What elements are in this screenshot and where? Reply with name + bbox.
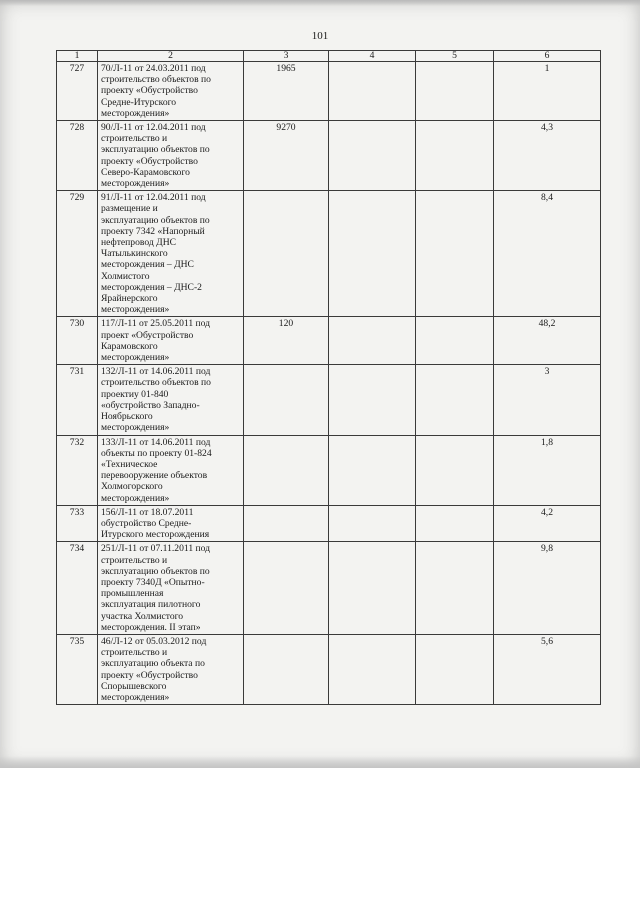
lease-description: 132/Л-11 от 14.06.2011 под строительство объектов по проектиу 01-840 «обустройство Западно- Ноябрьского месторождения» [98,365,244,435]
col3-value: 120 [244,317,329,365]
lease-description: 91/Л-11 от 12.04.2011 под размещение и эксплуатацию объектов по проекту 7342 «Напорный нефтепровод ДНС Чатылькинского месторождения – ДНС Холмистого месторождения – ДНС-2 Ярайнерского месторождения» [98,191,244,317]
lease-description: 46/Л-12 от 05.03.2012 под строительство и эксплуатацию объекта по проекту «Обустройство Спорышевского месторождения» [98,634,244,704]
lease-description: 156/Л-11 от 18.07.2011 обустройство Средне- Итурского месторождения [98,505,244,542]
col6-value: 48,2 [494,317,601,365]
col6-value: 4,2 [494,505,601,542]
lease-description: 133/Л-11 от 14.06.2011 под объекты по проекту 01-824 «Техническое перевооружение объектов Холмогорского месторождения» [98,435,244,505]
col5-value [416,191,494,317]
table-row [57,435,601,505]
col6-value: 3 [494,365,601,435]
col3-value [244,435,329,505]
col3-value [244,191,329,317]
col6-value: 4,3 [494,121,601,191]
lease-description: 90/Л-11 от 12.04.2011 под строительство и эксплуатацию объектов по проекту «Обустройство Северо-Карамовского месторождения» [98,121,244,191]
col6-value: 1,8 [494,435,601,505]
table-row [57,62,601,121]
row-number: 730 [57,317,98,365]
col4-value [329,191,416,317]
col5-value [416,365,494,435]
table-row [57,505,601,542]
col5-value [416,634,494,704]
page-number: 101 [311,30,329,42]
col3-value [244,542,329,635]
col4-value [329,435,416,505]
col5-value [416,121,494,191]
table-row [57,121,601,191]
table-row [57,365,601,435]
col6-value: 1 [494,62,601,121]
row-number: 733 [57,505,98,542]
column-header: 5 [416,51,494,62]
column-header: 1 [57,51,98,62]
lease-description: 117/Л-11 от 25.05.2011 под проект «Обустройство Карамовского месторождения» [98,317,244,365]
scan-top-edge [0,0,640,6]
col3-value: 9270 [244,121,329,191]
col3-value: 1965 [244,62,329,121]
column-header: 3 [244,51,329,62]
col3-value [244,634,329,704]
col4-value [329,317,416,365]
row-number: 734 [57,542,98,635]
row-number: 728 [57,121,98,191]
row-number: 731 [57,365,98,435]
col4-value [329,365,416,435]
col4-value [329,62,416,121]
col5-value [416,542,494,635]
registry-table [56,50,601,705]
col4-value [329,634,416,704]
table-row [57,317,601,365]
row-number: 732 [57,435,98,505]
column-header: 2 [98,51,244,62]
col5-value [416,317,494,365]
column-header: 6 [494,51,601,62]
row-number: 729 [57,191,98,317]
column-header: 4 [329,51,416,62]
lease-description: 70/Л-11 от 24.03.2011 под строительство объектов по проекту «Обустройство Средне-Итурского месторождения» [98,62,244,121]
col3-value [244,505,329,542]
col6-value: 8,4 [494,191,601,317]
col3-value [244,365,329,435]
col4-value [329,505,416,542]
lease-description: 251/Л-11 от 07.11.2011 под строительство и эксплуатацию объектов по проекту 7340Д «Опытно- промышленная эксплуатация пилотного участка Холмистого месторождения. II этап» [98,542,244,635]
col6-value: 9,8 [494,542,601,635]
row-number: 727 [57,62,98,121]
table-row [57,542,601,635]
col5-value [416,505,494,542]
col4-value [329,542,416,635]
scan-bottom-edge [0,756,640,768]
col4-value [329,121,416,191]
header-row [57,51,601,62]
col5-value [416,62,494,121]
table-row [57,634,601,704]
col6-value: 5,6 [494,634,601,704]
table-row [57,191,601,317]
row-number: 735 [57,634,98,704]
col5-value [416,435,494,505]
